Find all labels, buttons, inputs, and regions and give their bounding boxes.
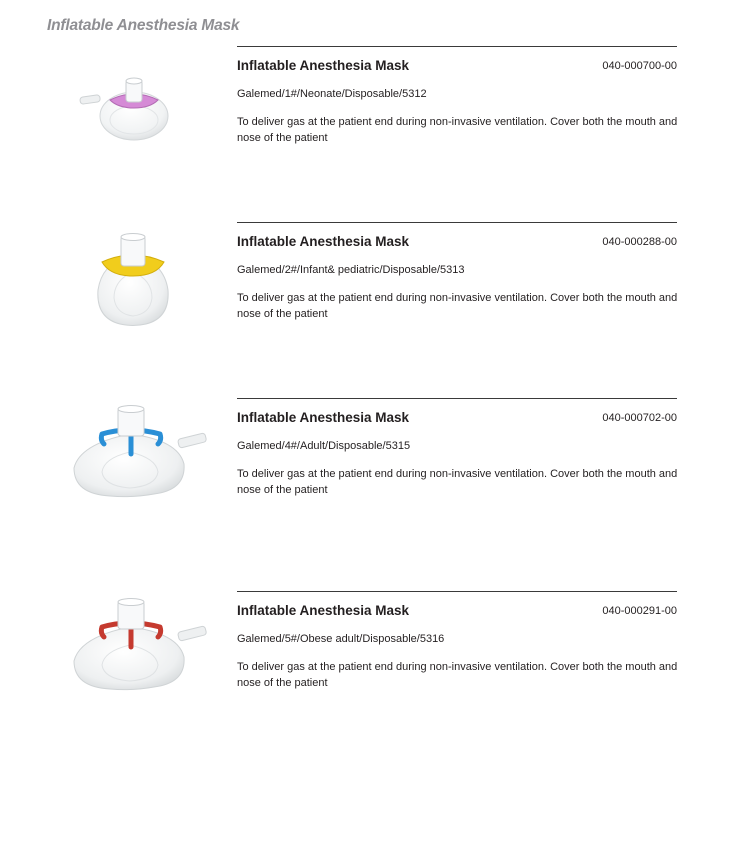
product-entry [0, 222, 743, 372]
product-name: Inflatable Anesthesia Mask [237, 603, 410, 618]
obese-adult-mask-image [70, 597, 210, 693]
product-description: To deliver gas at the patient end during non-invasive ventilation. Cover both the mouth and nose of the patient [237, 292, 678, 320]
product-description: To deliver gas at the patient end during non-invasive ventilation. Cover both the mouth and nose of the patient [237, 661, 678, 689]
neonate-mask-image [76, 74, 172, 144]
product-spec: Galemed/1#/Neonate/Disposable/5312 [237, 88, 427, 100]
adult-mask-image [70, 404, 210, 500]
product-code: 040-000702-00 [602, 412, 677, 424]
product-name: Inflatable Anesthesia Mask [237, 58, 410, 73]
product-entry [0, 591, 743, 741]
divider [237, 222, 677, 223]
divider [237, 46, 677, 47]
product-entry [0, 46, 743, 196]
product-description: To deliver gas at the patient end during non-invasive ventilation. Cover both the mouth and nose of the patient [237, 468, 678, 496]
product-name: Inflatable Anesthesia Mask [237, 410, 410, 425]
product-spec: Galemed/4#/Adult/Disposable/5315 [237, 440, 411, 452]
infant-mask-image [88, 232, 178, 328]
product-spec: Galemed/5#/Obese adult/Disposable/5316 [237, 633, 445, 645]
product-code: 040-000700-00 [602, 60, 677, 72]
product-name: Inflatable Anesthesia Mask [237, 234, 410, 249]
product-code: 040-000288-00 [602, 236, 677, 248]
product-entry [0, 398, 743, 548]
page-title: Inflatable Anesthesia Mask [47, 17, 240, 34]
product-code: 040-000291-00 [602, 605, 677, 617]
product-description: To deliver gas at the patient end during non-invasive ventilation. Cover both the mouth and nose of the patient [237, 116, 678, 144]
divider [237, 591, 677, 592]
product-spec: Galemed/2#/Infant& pediatric/Disposable/5313 [237, 264, 465, 276]
divider [237, 398, 677, 399]
